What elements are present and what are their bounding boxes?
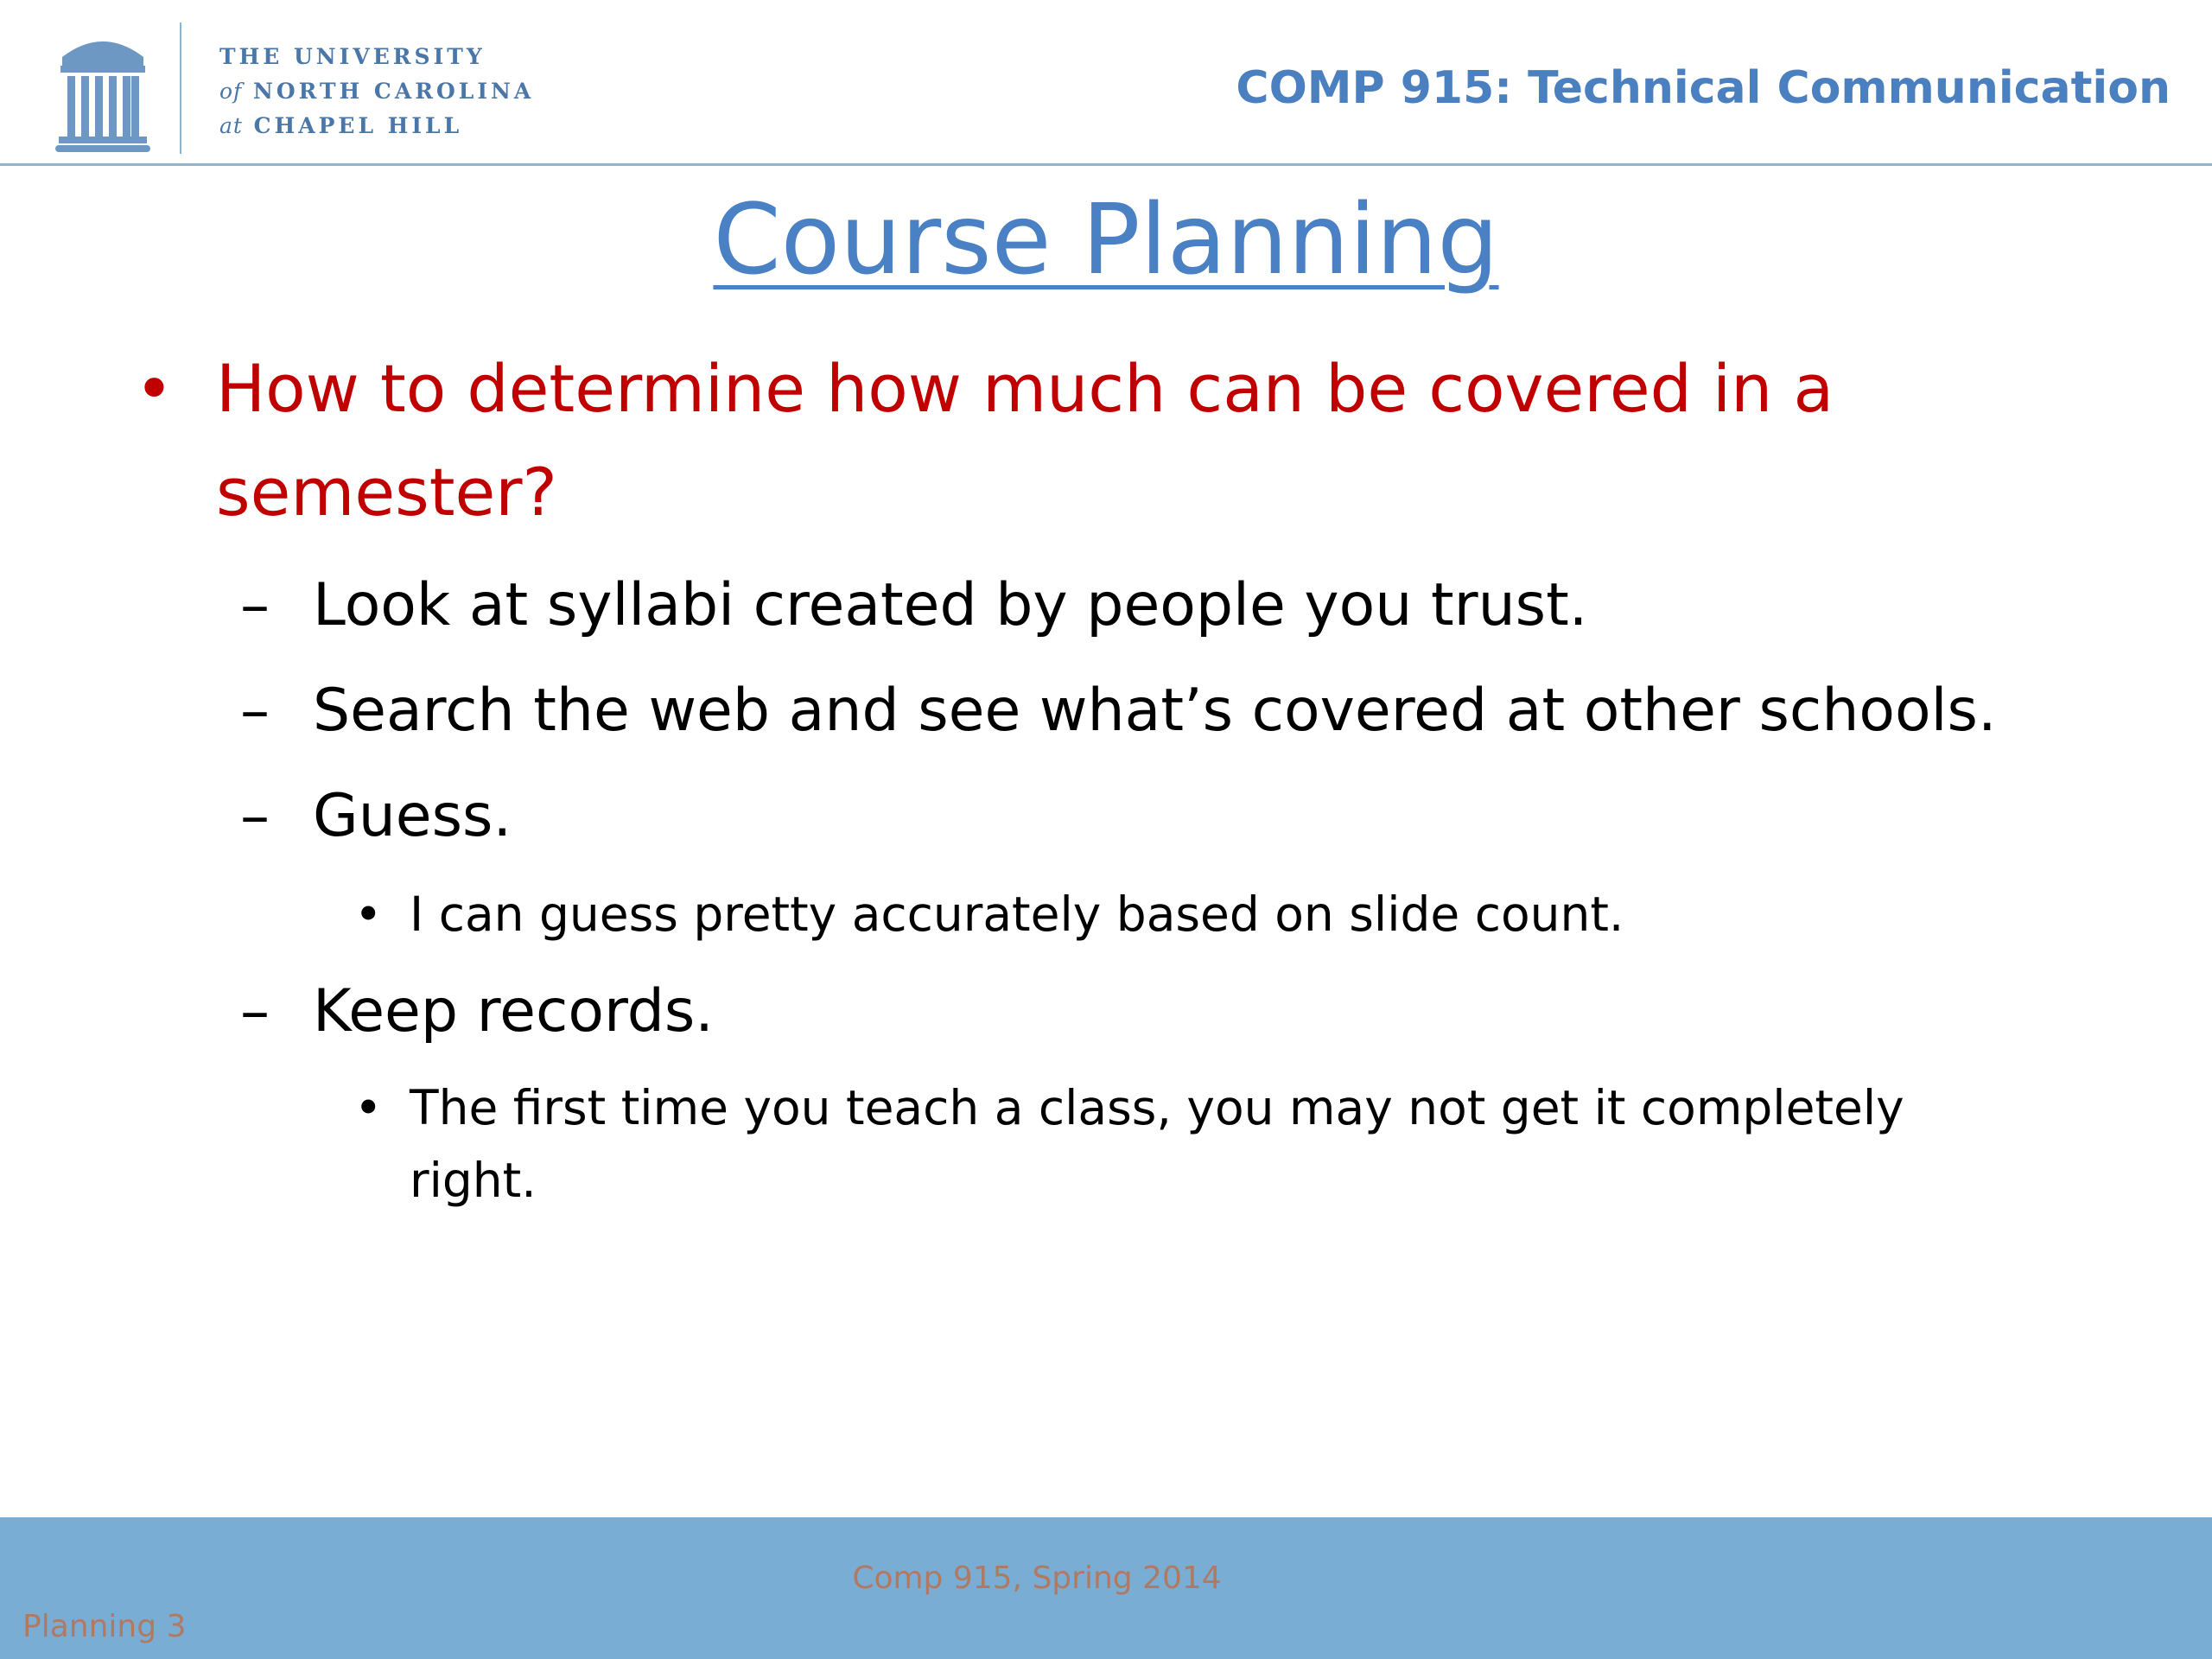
slide-header	[0, 0, 2212, 166]
wordmark-line-2-prefix: of	[219, 79, 243, 104]
logo-divider	[180, 22, 181, 154]
dash-marker: –	[240, 782, 270, 850]
sub-bullet-text: Guess.	[313, 782, 512, 850]
wordmark-line-3-prefix: at	[219, 113, 243, 138]
wordmark-line-3	[219, 109, 534, 143]
dash-marker: –	[240, 677, 270, 745]
dash-marker: –	[240, 977, 270, 1046]
wordmark-line-2	[219, 74, 534, 109]
bullet-marker: •	[135, 350, 174, 427]
sub-sub-bullet-text-line-1: The first time you teach a class, you may not get it completely	[410, 1080, 1904, 1135]
sub-bullet-text: Search the web and see what’s covered at other schools.	[313, 677, 1997, 745]
old-well-logo-icon	[55, 31, 150, 152]
slide-title: Course Planning	[713, 184, 1499, 296]
sub-sub-bullet-text-line-2: right.	[410, 1153, 537, 1208]
wordmark-line-3-text: CHAPEL HILL	[253, 113, 463, 138]
bullet-marker: •	[354, 1080, 383, 1135]
sub-sub-bullet-text: I can guess pretty accurately based on slide count.	[410, 887, 1624, 942]
footer-course-term: Comp 915, Spring 2014	[852, 1560, 1222, 1596]
bullet-text-line-2: semester?	[216, 454, 557, 531]
bullet-text-line-1: How to determine how much can be covered in a	[216, 350, 1834, 427]
university-wordmark	[219, 40, 534, 143]
sub-bullet-text: Look at syllabi created by people you trust.	[313, 571, 1588, 639]
wordmark-line-2-text: NORTH CAROLINA	[253, 79, 535, 104]
dash-marker: –	[240, 571, 270, 639]
footer-section-page: Planning 3	[22, 1609, 187, 1644]
slide-footer	[0, 1517, 2212, 1659]
sub-bullet-text: Keep records.	[313, 977, 714, 1046]
bullet-marker: •	[354, 887, 383, 942]
wordmark-line-1: THE UNIVERSITY	[219, 44, 486, 69]
course-title: COMP 915: Technical Communication	[1236, 62, 2171, 114]
